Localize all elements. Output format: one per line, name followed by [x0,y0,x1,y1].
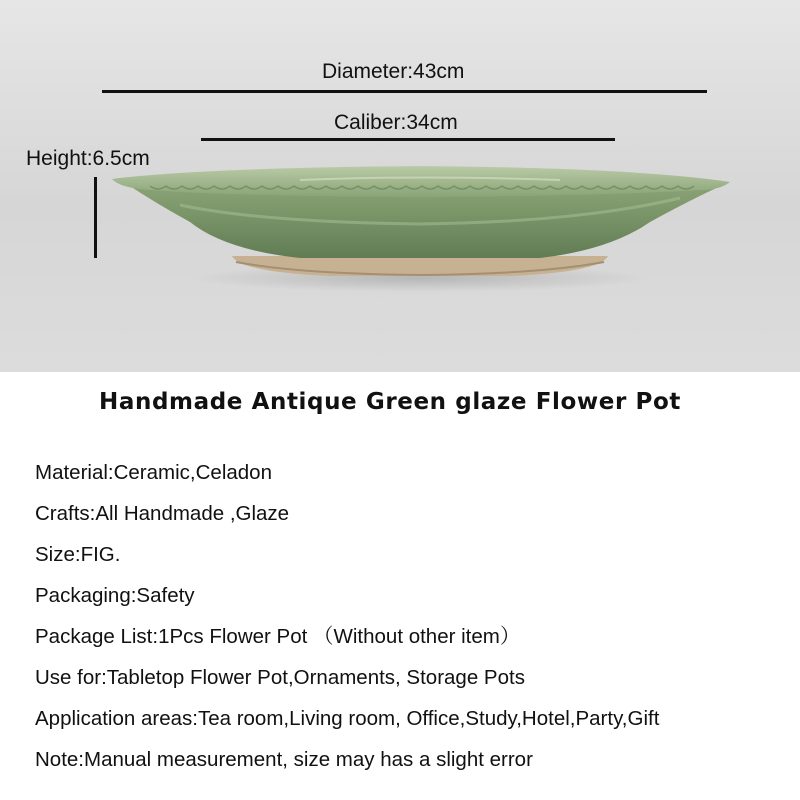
spec-note: Note:Manual measurement, size may has a slight error [35,748,533,771]
spec-size: Size:FIG. [35,543,121,566]
diameter-label: Diameter:43cm [322,60,465,83]
spec-packaging: Packaging:Safety [35,584,195,607]
caliber-label: Caliber:34cm [334,111,458,134]
spec-crafts: Crafts:All Handmade ,Glaze [35,502,290,525]
diameter-dimension-line [102,90,707,93]
spec-list [35,452,785,780]
height-dimension-line [94,177,97,258]
plate-foot-ring [232,256,608,276]
celadon-plate-illustration [0,0,800,372]
spec-application-areas: Application areas:Tea room,Living room, Office,Study,Hotel,Party,Gift [35,707,660,730]
spec-package-list: Package List:1Pcs Flower Pot （Without other item） [35,625,521,648]
spec-use-for: Use for:Tabletop Flower Pot,Ornaments, Storage Pots [35,666,525,689]
caliber-dimension-line [201,138,615,141]
spec-material: Material:Ceramic,Celadon [35,461,272,484]
height-label: Height:6.5cm [26,147,150,170]
product-photo [0,0,800,372]
product-title: Handmade Antique Green glaze Flower Pot [99,389,681,415]
